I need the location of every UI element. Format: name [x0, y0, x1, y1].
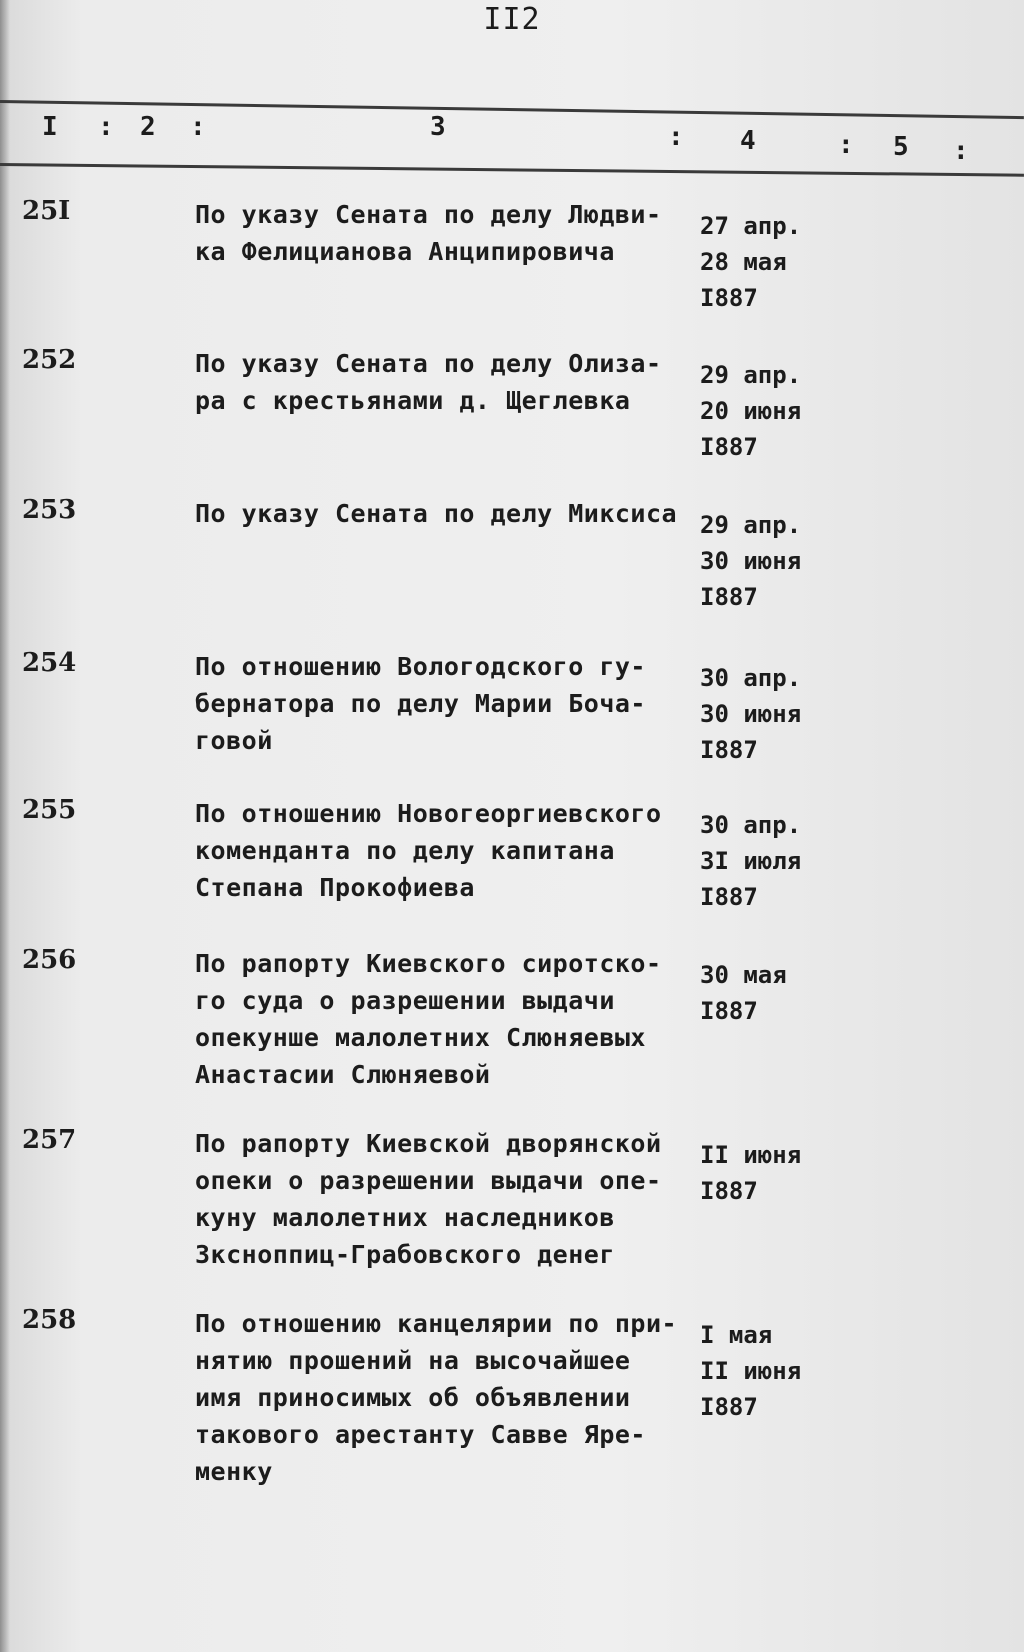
- col-separator: :: [98, 112, 114, 142]
- date-line: 30 июня: [700, 547, 802, 575]
- date-line: I887: [700, 1177, 758, 1205]
- row-dates: [700, 660, 830, 768]
- description-line: По указу Сената по делу Людви-: [195, 200, 662, 229]
- row-number: 253: [22, 495, 77, 525]
- date-line: 29 апр.: [700, 361, 802, 389]
- row-description: [195, 495, 695, 532]
- description-line: Зксноппиц-Грабовского денег: [195, 1240, 615, 1269]
- row-number: 257: [22, 1125, 77, 1155]
- description-line: По указу Сената по делу Олиза-: [195, 349, 662, 378]
- date-line: I887: [700, 433, 758, 461]
- date-line: I мая: [700, 1321, 773, 1349]
- col-header-2: 2: [140, 112, 156, 142]
- description-line: Степана Прокофиева: [195, 873, 475, 902]
- row-number: 258: [22, 1305, 77, 1335]
- date-line: 3I июля: [700, 847, 802, 875]
- description-line: опекунше малолетних Слюняевых: [195, 1023, 646, 1052]
- row-description: [195, 648, 695, 759]
- col-header-5: 5: [893, 132, 909, 162]
- col-header-4: 4: [740, 126, 756, 156]
- row-description: [195, 1305, 695, 1490]
- date-line: 20 июня: [700, 397, 802, 425]
- date-line: I887: [700, 736, 758, 764]
- col-separator: :: [953, 136, 969, 166]
- date-line: 30 апр.: [700, 664, 802, 692]
- description-line: нятию прошений на высочайшее: [195, 1346, 631, 1375]
- col-header-1: I: [42, 112, 58, 142]
- description-line: коменданта по делу капитана: [195, 836, 615, 865]
- row-number: 252: [22, 345, 77, 375]
- row-number: 25I: [22, 196, 71, 226]
- row-number: 254: [22, 648, 77, 678]
- date-line: I887: [700, 284, 758, 312]
- description-line: По отношению Новогеоргиевского: [195, 799, 662, 828]
- date-line: 29 апр.: [700, 511, 802, 539]
- date-line: I887: [700, 997, 758, 1025]
- description-line: менку: [195, 1457, 273, 1486]
- row-dates: [700, 357, 830, 465]
- description-line: опеки о разрешении выдачи опе-: [195, 1166, 662, 1195]
- date-line: 27 апр.: [700, 212, 802, 240]
- row-dates: [700, 1137, 830, 1209]
- row-dates: [700, 208, 830, 316]
- col-separator: :: [838, 130, 854, 160]
- col-separator: :: [668, 122, 684, 152]
- row-number: 255: [22, 795, 77, 825]
- description-line: го суда о разрешении выдачи: [195, 986, 615, 1015]
- description-line: ра с крестьянами д. Щеглевка: [195, 386, 631, 415]
- description-line: По рапорту Киевской дворянской: [195, 1129, 662, 1158]
- description-line: куну малолетних наследников: [195, 1203, 615, 1232]
- header-bottom-rule: [0, 163, 1024, 177]
- date-line: 28 мая: [700, 248, 787, 276]
- description-line: ка Фелицианова Анципировича: [195, 237, 615, 266]
- col-header-3: 3: [430, 112, 446, 142]
- row-description: [195, 1125, 695, 1273]
- row-description: [195, 795, 695, 906]
- page-number: II2: [483, 2, 541, 37]
- date-line: I887: [700, 583, 758, 611]
- row-description: [195, 945, 695, 1093]
- col-separator: :: [190, 112, 206, 142]
- description-line: Анастасии Слюняевой: [195, 1060, 491, 1089]
- date-line: I887: [700, 1393, 758, 1421]
- description-line: такового арестанту Савве Яре-: [195, 1420, 646, 1449]
- description-line: По отношению канцелярии по при-: [195, 1309, 678, 1338]
- description-line: имя приносимых об объявлении: [195, 1383, 631, 1412]
- row-dates: [700, 807, 830, 915]
- description-line: говой: [195, 726, 273, 755]
- row-number: 256: [22, 945, 77, 975]
- date-line: 30 июня: [700, 700, 802, 728]
- row-description: [195, 345, 695, 419]
- date-line: 30 мая: [700, 961, 787, 989]
- page-edge-shadow: [0, 0, 10, 1652]
- description-line: бернатора по делу Марии Боча-: [195, 689, 646, 718]
- row-dates: [700, 507, 830, 615]
- row-description: [195, 196, 695, 270]
- date-line: I887: [700, 883, 758, 911]
- description-line: По отношению Вологодского гу-: [195, 652, 646, 681]
- date-line: II июня: [700, 1141, 802, 1169]
- row-dates: [700, 1317, 830, 1425]
- date-line: 30 апр.: [700, 811, 802, 839]
- description-line: По рапорту Киевского сиротско-: [195, 949, 662, 978]
- date-line: II июня: [700, 1357, 802, 1385]
- description-line: По указу Сената по делу Миксиса: [195, 499, 678, 528]
- row-dates: [700, 957, 830, 1029]
